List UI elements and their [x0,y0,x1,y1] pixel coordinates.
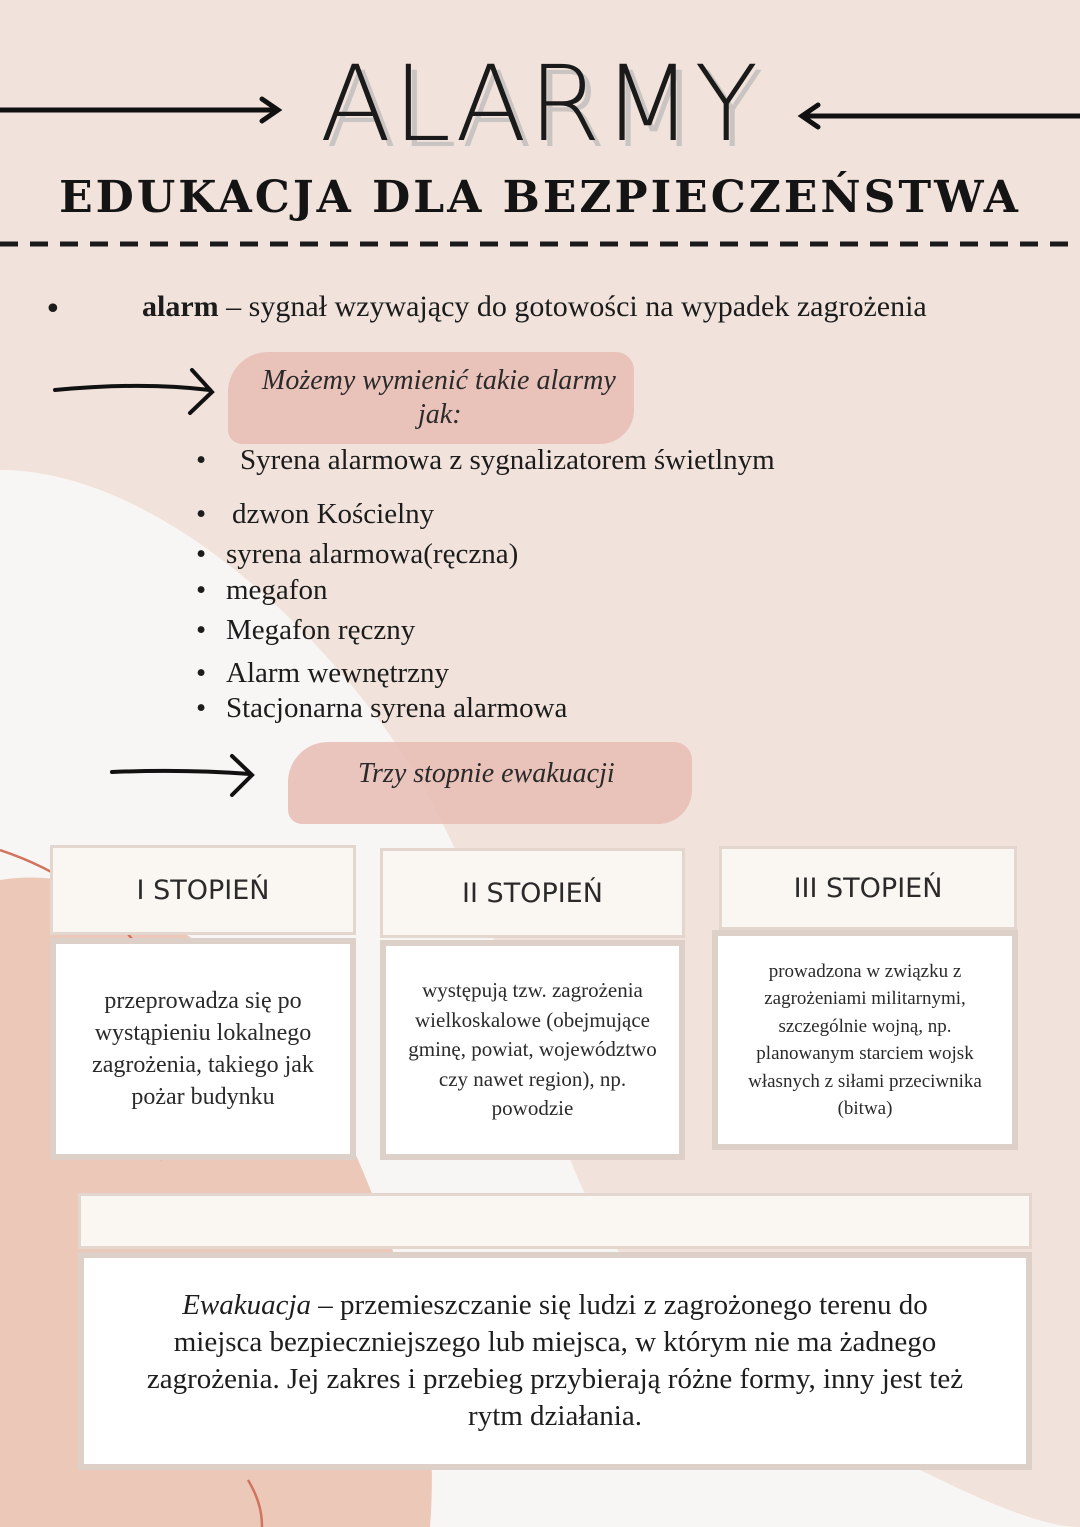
stage-heading: I STOPIEŃ [50,845,356,935]
definition [142,290,927,324]
evacuation-term: Ewakuacja [182,1289,312,1321]
definition-term: alarm [142,290,219,323]
list-item [196,692,567,725]
list-item [196,614,415,647]
list-item-text: dzwon Kościelny [232,498,435,530]
list-item-text: Megafon ręczny [226,614,416,646]
bullet: • [44,292,62,327]
list-item [196,657,449,690]
alarms-note [262,365,616,431]
list-item-text: Syrena alarmowa z sygnalizatorem świetlnym [240,444,775,476]
definition-text: – sygnał wzywający do gotowości na wypadek zagrożenia [218,290,927,323]
list-item [196,538,518,571]
alarms-note-line: jak: [418,399,462,430]
evacuation-box-header [78,1193,1032,1249]
list-item-text: Stacjonarna syrena alarmowa [226,692,568,724]
evacuation-definition [78,1252,1032,1470]
list-item [196,498,434,531]
list-item [196,444,775,477]
list-item-text: megafon [226,574,328,606]
stage-heading: III STOPIEŃ [719,846,1017,930]
stage-heading: II STOPIEŃ [380,848,685,938]
evacuation-definition-text [144,1287,966,1435]
stage-description: przeprowadza się po wystąpieniu lokalnego zagrożenia, takiego jak pożar budynku [50,938,356,1160]
page-subtitle: EDUKACJA DLA BEZPIECZEŃSTWA [59,172,1021,223]
stage-description: prowadzona w związku z zagrożeniami militarnymi, szczególnie wojną, np. planowanym starciem wojsk własnych z siłami przeciwnika (bitwa) [712,930,1018,1150]
list-item-text: syrena alarmowa(ręczna) [226,538,519,570]
stage-description: występują tzw. zagrożenia wielkoskalowe (obejmujące gminę, powiat, województwo czy nawet region), np. powodzie [380,940,685,1160]
evacuation-text: – przemieszczanie się ludzi z zagrożonego terenu do miejsca bezpieczniejszego lub miejsca, w którym nie ma żadnego zagrożenia. Jej zakres i przebieg przybierają różne formy, inny jest też rytm działania. [146,1289,964,1432]
list-item [196,574,327,607]
evacuation-levels-note: Trzy stopnie ewakuacji [358,758,615,789]
page-title: ALARMY [319,43,761,165]
list-item-text: Alarm wewnętrzny [226,657,450,689]
arrow-right-icon [55,370,212,413]
alarms-note-line: Możemy wymienić takie alarmy [262,365,616,396]
